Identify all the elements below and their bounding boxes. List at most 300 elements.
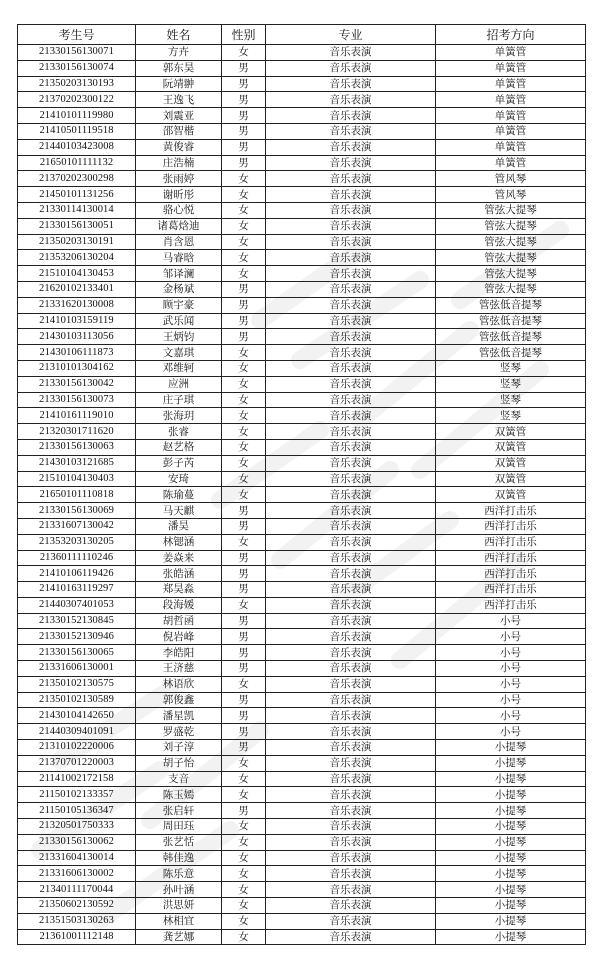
major-cell: 音乐表演 [266, 471, 436, 487]
direction-cell: 竖琴 [436, 392, 586, 408]
exam-id-cell: 21340111170044 [18, 882, 136, 898]
major-cell: 音乐表演 [266, 708, 436, 724]
major-cell: 音乐表演 [266, 597, 436, 613]
name-cell: 金杨斌 [136, 281, 222, 297]
name-cell: 邓维轲 [136, 360, 222, 376]
gender-cell: 女 [222, 487, 266, 503]
exam-id-cell: 21330156130074 [18, 60, 136, 76]
table-row [18, 76, 586, 92]
name-cell: 洪思妍 [136, 898, 222, 914]
major-cell: 音乐表演 [266, 424, 436, 440]
major-cell: 音乐表演 [266, 234, 436, 250]
exam-id-cell: 21430104142650 [18, 708, 136, 724]
table-row [18, 550, 586, 566]
direction-cell: 管弦大提琴 [436, 266, 586, 282]
major-cell: 音乐表演 [266, 202, 436, 218]
exam-id-cell: 21370701220003 [18, 755, 136, 771]
major-cell: 音乐表演 [266, 281, 436, 297]
name-cell: 孙叶涵 [136, 882, 222, 898]
table-row [18, 819, 586, 835]
direction-cell: 小号 [436, 629, 586, 645]
table-row [18, 123, 586, 139]
direction-cell: 管弦低音提琴 [436, 345, 586, 361]
exam-id-cell: 21331606130002 [18, 866, 136, 882]
gender-cell: 女 [222, 234, 266, 250]
exam-id-cell: 21331606130001 [18, 661, 136, 677]
gender-cell: 男 [222, 518, 266, 534]
exam-id-cell: 21350102130575 [18, 676, 136, 692]
major-cell: 音乐表演 [266, 898, 436, 914]
gender-cell: 女 [222, 534, 266, 550]
gender-cell: 男 [222, 740, 266, 756]
gender-cell: 女 [222, 266, 266, 282]
table-row [18, 866, 586, 882]
exam-id-cell: 21330156130065 [18, 645, 136, 661]
name-cell: 姜焱来 [136, 550, 222, 566]
major-cell: 音乐表演 [266, 724, 436, 740]
name-cell: 顾宇豪 [136, 297, 222, 313]
direction-cell: 小提琴 [436, 755, 586, 771]
direction-cell: 西洋打击乐 [436, 534, 586, 550]
direction-cell: 小提琴 [436, 740, 586, 756]
major-cell: 音乐表演 [266, 250, 436, 266]
gender-cell: 女 [222, 866, 266, 882]
table-row [18, 455, 586, 471]
major-cell: 音乐表演 [266, 345, 436, 361]
direction-cell: 小号 [436, 724, 586, 740]
name-cell: 倪岩峰 [136, 629, 222, 645]
exam-id-cell: 21330156130062 [18, 834, 136, 850]
gender-cell: 女 [222, 392, 266, 408]
exam-id-cell: 21360111110246 [18, 550, 136, 566]
gender-cell: 女 [222, 45, 266, 61]
direction-cell: 管弦低音提琴 [436, 297, 586, 313]
gender-cell: 男 [222, 139, 266, 155]
direction-cell: 单簧管 [436, 92, 586, 108]
exam-id-cell: 21620102133401 [18, 281, 136, 297]
direction-cell: 单簧管 [436, 155, 586, 171]
table-row [18, 771, 586, 787]
gender-cell: 男 [222, 708, 266, 724]
gender-cell: 女 [222, 376, 266, 392]
direction-cell: 小提琴 [436, 787, 586, 803]
direction-cell: 双簧管 [436, 439, 586, 455]
table-row [18, 566, 586, 582]
table-row [18, 755, 586, 771]
name-cell: 诸葛焓迪 [136, 218, 222, 234]
major-cell: 音乐表演 [266, 582, 436, 598]
direction-cell: 小提琴 [436, 913, 586, 929]
header-exam-id: 考生号 [18, 25, 136, 45]
direction-cell: 小提琴 [436, 819, 586, 835]
direction-cell: 小号 [436, 661, 586, 677]
gender-cell: 女 [222, 787, 266, 803]
table-body [18, 45, 586, 945]
gender-cell: 女 [222, 898, 266, 914]
table-row [18, 850, 586, 866]
table-row [18, 645, 586, 661]
direction-cell: 小号 [436, 613, 586, 629]
name-cell: 陈玉嫣 [136, 787, 222, 803]
direction-cell: 小提琴 [436, 834, 586, 850]
table-row [18, 250, 586, 266]
major-cell: 音乐表演 [266, 329, 436, 345]
exam-id-cell: 21410106119426 [18, 566, 136, 582]
table-row [18, 218, 586, 234]
exam-id-cell: 21330156130042 [18, 376, 136, 392]
direction-cell: 管弦大提琴 [436, 218, 586, 234]
major-cell: 音乐表演 [266, 834, 436, 850]
exam-id-cell: 21440307401053 [18, 597, 136, 613]
exam-id-cell: 21650101111132 [18, 155, 136, 171]
major-cell: 音乐表演 [266, 787, 436, 803]
exam-id-cell: 21450101131256 [18, 187, 136, 203]
direction-cell: 小提琴 [436, 882, 586, 898]
gender-cell: 女 [222, 360, 266, 376]
exam-id-cell: 21330114130014 [18, 202, 136, 218]
name-cell: 郭俊鑫 [136, 692, 222, 708]
exam-id-cell: 21430106111873 [18, 345, 136, 361]
table-row [18, 424, 586, 440]
major-cell: 音乐表演 [266, 819, 436, 835]
major-cell: 音乐表演 [266, 171, 436, 187]
direction-cell: 管弦低音提琴 [436, 329, 586, 345]
table-row [18, 471, 586, 487]
exam-id-cell: 21331607130042 [18, 518, 136, 534]
table-row [18, 661, 586, 677]
direction-cell: 小提琴 [436, 898, 586, 914]
gender-cell: 男 [222, 503, 266, 519]
direction-cell: 西洋打击乐 [436, 518, 586, 534]
direction-cell: 双簧管 [436, 424, 586, 440]
table-row [18, 629, 586, 645]
major-cell: 音乐表演 [266, 218, 436, 234]
major-cell: 音乐表演 [266, 155, 436, 171]
name-cell: 邵智楷 [136, 123, 222, 139]
gender-cell: 男 [222, 566, 266, 582]
name-cell: 安琦 [136, 471, 222, 487]
exam-id-cell: 21650101110818 [18, 487, 136, 503]
direction-cell: 管弦大提琴 [436, 250, 586, 266]
exam-id-cell: 21361001112148 [18, 929, 136, 945]
exam-id-cell: 21410103159119 [18, 313, 136, 329]
exam-id-cell: 21350102130589 [18, 692, 136, 708]
gender-cell: 男 [222, 281, 266, 297]
major-cell: 音乐表演 [266, 297, 436, 313]
table-row [18, 439, 586, 455]
exam-id-cell: 21410501119518 [18, 123, 136, 139]
gender-cell: 女 [222, 850, 266, 866]
table-row [18, 582, 586, 598]
gender-cell: 女 [222, 597, 266, 613]
exam-id-cell: 21330156130069 [18, 503, 136, 519]
major-cell: 音乐表演 [266, 550, 436, 566]
name-cell: 骆心悦 [136, 202, 222, 218]
admission-roster-table [17, 24, 586, 945]
name-cell: 王济慈 [136, 661, 222, 677]
name-cell: 赵艺格 [136, 439, 222, 455]
name-cell: 陈乐意 [136, 866, 222, 882]
major-cell: 音乐表演 [266, 803, 436, 819]
table-row [18, 803, 586, 819]
major-cell: 音乐表演 [266, 45, 436, 61]
major-cell: 音乐表演 [266, 882, 436, 898]
direction-cell: 竖琴 [436, 360, 586, 376]
gender-cell: 男 [222, 76, 266, 92]
exam-id-cell: 21331620130008 [18, 297, 136, 313]
table-row [18, 139, 586, 155]
name-cell: 黄俊睿 [136, 139, 222, 155]
exam-id-cell: 21351503130263 [18, 913, 136, 929]
name-cell: 张启轩 [136, 803, 222, 819]
major-cell: 音乐表演 [266, 439, 436, 455]
name-cell: 庄子琪 [136, 392, 222, 408]
name-cell: 胡哲函 [136, 613, 222, 629]
name-cell: 庄浩楠 [136, 155, 222, 171]
exam-id-cell: 21310101304162 [18, 360, 136, 376]
header-major: 专业 [266, 25, 436, 45]
table-row [18, 155, 586, 171]
exam-id-cell: 21410163119297 [18, 582, 136, 598]
gender-cell: 女 [222, 345, 266, 361]
table-row [18, 187, 586, 203]
direction-cell: 双簧管 [436, 487, 586, 503]
exam-id-cell: 21330156130063 [18, 439, 136, 455]
major-cell: 音乐表演 [266, 455, 436, 471]
gender-cell: 男 [222, 661, 266, 677]
exam-id-cell: 21320301711620 [18, 424, 136, 440]
direction-cell: 小提琴 [436, 850, 586, 866]
name-cell: 马天麒 [136, 503, 222, 519]
major-cell: 音乐表演 [266, 376, 436, 392]
gender-cell: 男 [222, 724, 266, 740]
major-cell: 音乐表演 [266, 755, 436, 771]
direction-cell: 小提琴 [436, 866, 586, 882]
major-cell: 音乐表演 [266, 92, 436, 108]
major-cell: 音乐表演 [266, 661, 436, 677]
table-row [18, 676, 586, 692]
name-cell: 王逸飞 [136, 92, 222, 108]
exam-id-cell: 21141002172158 [18, 771, 136, 787]
major-cell: 音乐表演 [266, 534, 436, 550]
direction-cell: 管风琴 [436, 171, 586, 187]
gender-cell: 男 [222, 297, 266, 313]
name-cell: 林锶涵 [136, 534, 222, 550]
direction-cell: 小号 [436, 676, 586, 692]
table-row [18, 281, 586, 297]
exam-id-cell: 21410161119010 [18, 408, 136, 424]
gender-cell: 女 [222, 439, 266, 455]
major-cell: 音乐表演 [266, 123, 436, 139]
name-cell: 潘昊 [136, 518, 222, 534]
name-cell: 张艺恬 [136, 834, 222, 850]
name-cell: 郭东昊 [136, 60, 222, 76]
table-row [18, 45, 586, 61]
table-row [18, 503, 586, 519]
table-row [18, 913, 586, 929]
gender-cell: 男 [222, 313, 266, 329]
name-cell: 张睿 [136, 424, 222, 440]
direction-cell: 竖琴 [436, 376, 586, 392]
name-cell: 郑昊淼 [136, 582, 222, 598]
name-cell: 应洲 [136, 376, 222, 392]
name-cell: 胡子怡 [136, 755, 222, 771]
direction-cell: 单簧管 [436, 60, 586, 76]
table-row [18, 740, 586, 756]
direction-cell: 单簧管 [436, 123, 586, 139]
table-row [18, 929, 586, 945]
direction-cell: 管弦大提琴 [436, 202, 586, 218]
major-cell: 音乐表演 [266, 313, 436, 329]
major-cell: 音乐表演 [266, 929, 436, 945]
name-cell: 段海媛 [136, 597, 222, 613]
gender-cell: 男 [222, 629, 266, 645]
direction-cell: 单簧管 [436, 45, 586, 61]
name-cell: 罗盛乾 [136, 724, 222, 740]
gender-cell: 女 [222, 250, 266, 266]
exam-id-cell: 21353206130204 [18, 250, 136, 266]
table-row [18, 392, 586, 408]
table-row [18, 487, 586, 503]
name-cell: 谢昕彤 [136, 187, 222, 203]
major-cell: 音乐表演 [266, 518, 436, 534]
gender-cell: 女 [222, 408, 266, 424]
table-row [18, 692, 586, 708]
name-cell: 文嘉琪 [136, 345, 222, 361]
gender-cell: 女 [222, 424, 266, 440]
direction-cell: 竖琴 [436, 408, 586, 424]
name-cell: 林相宜 [136, 913, 222, 929]
direction-cell: 小号 [436, 645, 586, 661]
exam-id-cell: 21430103113056 [18, 329, 136, 345]
gender-cell: 女 [222, 171, 266, 187]
direction-cell: 西洋打击乐 [436, 503, 586, 519]
name-cell: 肖含恩 [136, 234, 222, 250]
table-row [18, 202, 586, 218]
exam-id-cell: 21350203130193 [18, 76, 136, 92]
header-name: 姓名 [136, 25, 222, 45]
name-cell: 张雨婷 [136, 171, 222, 187]
name-cell: 李皓阳 [136, 645, 222, 661]
direction-cell: 小提琴 [436, 929, 586, 945]
table-row [18, 898, 586, 914]
direction-cell: 双簧管 [436, 455, 586, 471]
table-row [18, 408, 586, 424]
gender-cell: 女 [222, 218, 266, 234]
header-direction: 招考方向 [436, 25, 586, 45]
major-cell: 音乐表演 [266, 503, 436, 519]
gender-cell: 女 [222, 929, 266, 945]
name-cell: 支音 [136, 771, 222, 787]
exam-id-cell: 21410101119980 [18, 108, 136, 124]
gender-cell: 女 [222, 676, 266, 692]
table-row [18, 534, 586, 550]
gender-cell: 女 [222, 771, 266, 787]
direction-cell: 单簧管 [436, 139, 586, 155]
major-cell: 音乐表演 [266, 676, 436, 692]
exam-id-cell: 21350203130191 [18, 234, 136, 250]
major-cell: 音乐表演 [266, 187, 436, 203]
table-row [18, 613, 586, 629]
exam-id-cell: 21330152130946 [18, 629, 136, 645]
gender-cell: 女 [222, 755, 266, 771]
gender-cell: 男 [222, 155, 266, 171]
table-row [18, 329, 586, 345]
major-cell: 音乐表演 [266, 108, 436, 124]
major-cell: 音乐表演 [266, 408, 436, 424]
table-row [18, 234, 586, 250]
table-row [18, 92, 586, 108]
direction-cell: 小号 [436, 708, 586, 724]
gender-cell: 男 [222, 692, 266, 708]
name-cell: 王炳钧 [136, 329, 222, 345]
direction-cell: 管风琴 [436, 187, 586, 203]
exam-id-cell: 21330156130051 [18, 218, 136, 234]
major-cell: 音乐表演 [266, 266, 436, 282]
gender-cell: 男 [222, 550, 266, 566]
table-row [18, 60, 586, 76]
exam-id-cell: 21510104130453 [18, 266, 136, 282]
direction-cell: 小号 [436, 692, 586, 708]
major-cell: 音乐表演 [266, 60, 436, 76]
direction-cell: 管弦大提琴 [436, 281, 586, 297]
exam-id-cell: 21310102220006 [18, 740, 136, 756]
major-cell: 音乐表演 [266, 771, 436, 787]
name-cell: 刘震亚 [136, 108, 222, 124]
direction-cell: 单簧管 [436, 108, 586, 124]
direction-cell: 西洋打击乐 [436, 550, 586, 566]
name-cell: 韩佳逸 [136, 850, 222, 866]
direction-cell: 小提琴 [436, 803, 586, 819]
name-cell: 彭子芮 [136, 455, 222, 471]
table-row [18, 518, 586, 534]
major-cell: 音乐表演 [266, 692, 436, 708]
exam-id-cell: 21330152130845 [18, 613, 136, 629]
gender-cell: 女 [222, 455, 266, 471]
table-row [18, 360, 586, 376]
gender-cell: 女 [222, 882, 266, 898]
header-gender: 性别 [222, 25, 266, 45]
direction-cell: 双簧管 [436, 471, 586, 487]
gender-cell: 女 [222, 202, 266, 218]
exam-id-cell: 21150105136347 [18, 803, 136, 819]
name-cell: 龚艺娜 [136, 929, 222, 945]
major-cell: 音乐表演 [266, 139, 436, 155]
major-cell: 音乐表演 [266, 740, 436, 756]
table-row [18, 724, 586, 740]
gender-cell: 男 [222, 60, 266, 76]
major-cell: 音乐表演 [266, 76, 436, 92]
name-cell: 方卉 [136, 45, 222, 61]
exam-id-cell: 21510104130403 [18, 471, 136, 487]
direction-cell: 单簧管 [436, 76, 586, 92]
name-cell: 陈瑜蔓 [136, 487, 222, 503]
gender-cell: 男 [222, 108, 266, 124]
direction-cell: 西洋打击乐 [436, 566, 586, 582]
major-cell: 音乐表演 [266, 392, 436, 408]
exam-id-cell: 21150102133357 [18, 787, 136, 803]
gender-cell: 女 [222, 819, 266, 835]
name-cell: 张海玥 [136, 408, 222, 424]
major-cell: 音乐表演 [266, 360, 436, 376]
gender-cell: 女 [222, 913, 266, 929]
major-cell: 音乐表演 [266, 566, 436, 582]
gender-cell: 女 [222, 834, 266, 850]
table-row [18, 376, 586, 392]
name-cell: 潘星凯 [136, 708, 222, 724]
gender-cell: 男 [222, 582, 266, 598]
name-cell: 马睿晗 [136, 250, 222, 266]
